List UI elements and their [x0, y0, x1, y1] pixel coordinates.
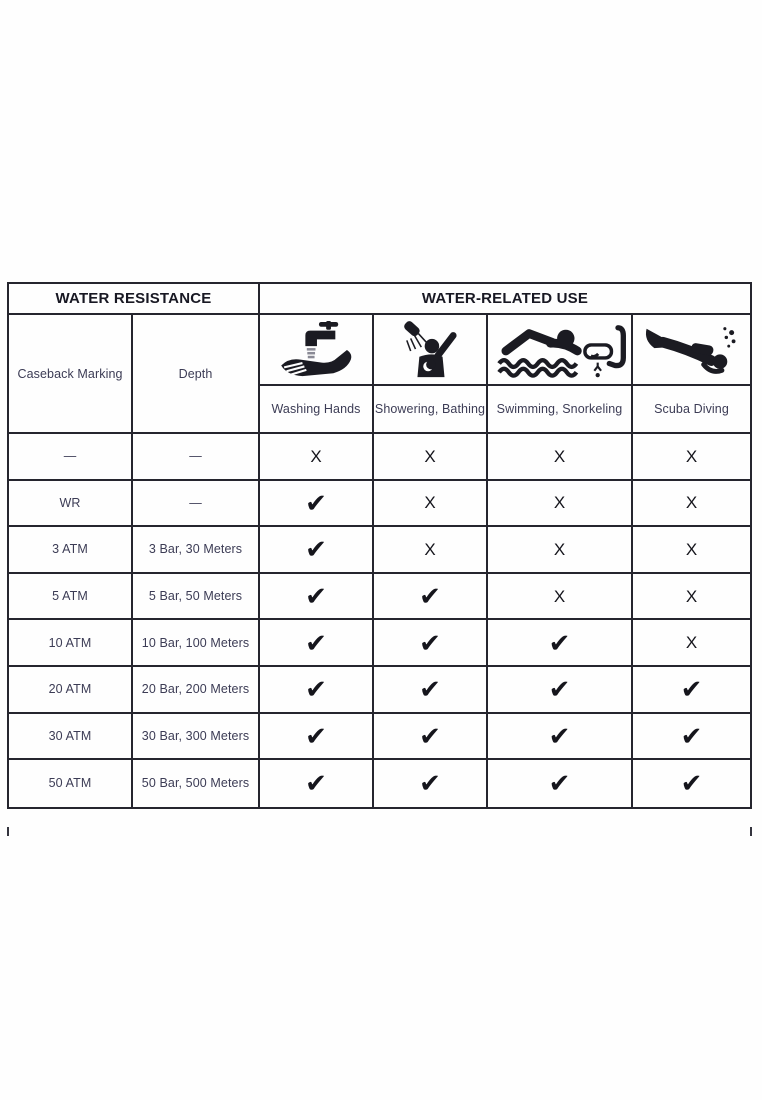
water-resistance-header-cell — [9, 284, 260, 315]
washing-hands-icon — [260, 315, 372, 384]
usage-mark: ✔ — [680, 674, 703, 705]
depth-value: 3 Bar, 30 Meters — [148, 542, 243, 557]
usage-cell — [260, 667, 374, 714]
usage-mark: X — [553, 586, 566, 606]
washing-hands-label-cell — [260, 386, 374, 434]
swimming-snorkeling-icon-cell — [488, 315, 633, 386]
usage-cell — [374, 714, 488, 761]
usage-mark: X — [685, 446, 698, 466]
usage-cell — [633, 527, 750, 574]
marking-cell — [9, 434, 133, 481]
depth-value: 5 Bar, 50 Meters — [148, 589, 243, 604]
usage-cell — [374, 481, 488, 528]
usage-cell — [374, 574, 488, 621]
usage-mark: ✔ — [680, 768, 703, 799]
showering-icon — [374, 315, 486, 384]
usage-mark: ✔ — [680, 720, 703, 751]
showering-label: Showering, Bathing — [374, 402, 486, 416]
depth-cell — [133, 527, 260, 574]
marking-value: 5 ATM — [52, 589, 88, 604]
usage-cell — [260, 527, 374, 574]
depth-header-cell — [133, 315, 260, 434]
swimming-snorkeling-icon — [488, 315, 631, 384]
usage-mark: ✔ — [419, 768, 441, 799]
usage-mark: ✔ — [548, 627, 571, 658]
depth-cell — [133, 434, 260, 481]
usage-mark: X — [424, 446, 436, 466]
usage-cell — [633, 667, 750, 714]
usage-cell — [633, 481, 750, 528]
usage-mark: X — [310, 446, 322, 466]
usage-mark: ✔ — [305, 768, 327, 799]
scuba-diving-icon — [633, 315, 750, 384]
usage-cell — [260, 481, 374, 528]
usage-mark: ✔ — [419, 674, 441, 705]
depth-value: 20 Bar, 200 Meters — [141, 682, 250, 697]
usage-cell — [374, 434, 488, 481]
usage-mark: ✔ — [305, 534, 327, 565]
usage-cell — [374, 527, 488, 574]
washing-hands-icon-cell — [260, 315, 374, 386]
usage-mark: ✔ — [548, 674, 571, 705]
depth-cell — [133, 620, 260, 667]
usage-mark: X — [424, 493, 436, 513]
usage-mark: ✔ — [305, 627, 327, 658]
usage-mark: X — [553, 446, 566, 466]
usage-cell — [260, 574, 374, 621]
marking-value: — — [63, 449, 77, 464]
scuba-label: Scuba Diving — [654, 402, 729, 416]
marking-cell — [9, 760, 133, 807]
swimming-label-cell — [488, 386, 633, 434]
depth-cell — [133, 714, 260, 761]
usage-cell — [488, 667, 633, 714]
usage-cell — [260, 434, 374, 481]
caseback-marking-header-cell — [9, 315, 133, 434]
usage-mark: X — [685, 493, 698, 513]
washing-hands-label: Washing Hands — [271, 402, 361, 416]
marking-value: 3 ATM — [52, 542, 88, 557]
marking-cell — [9, 574, 133, 621]
usage-cell — [633, 714, 750, 761]
usage-cell — [488, 760, 633, 807]
table-cut-edge-right — [750, 827, 752, 836]
marking-value: WR — [59, 495, 81, 510]
usage-cell — [633, 574, 750, 621]
depth-cell — [133, 760, 260, 807]
usage-cell — [260, 714, 374, 761]
depth-value: 50 Bar, 500 Meters — [141, 776, 250, 791]
usage-mark: ✔ — [419, 627, 441, 658]
depth-value: — — [189, 449, 202, 464]
depth-value: 30 Bar, 300 Meters — [141, 728, 250, 743]
usage-mark: ✔ — [305, 581, 327, 612]
depth-cell — [133, 574, 260, 621]
swimming-label: Swimming, Snorkeling — [496, 402, 623, 416]
usage-cell — [374, 620, 488, 667]
usage-cell — [488, 620, 633, 667]
table-cut-edge-left — [7, 827, 9, 836]
marking-value: 20 ATM — [48, 682, 92, 697]
marking-cell — [9, 714, 133, 761]
usage-mark: ✔ — [305, 720, 327, 751]
depth-cell — [133, 667, 260, 714]
usage-mark: X — [424, 539, 436, 559]
marking-value: 50 ATM — [48, 776, 92, 791]
water-resistance-table — [7, 282, 752, 809]
usage-mark: X — [685, 539, 698, 559]
usage-cell — [633, 434, 750, 481]
depth-value: — — [189, 495, 202, 510]
water-related-use-header-cell — [260, 284, 750, 315]
showering-icon-cell — [374, 315, 488, 386]
usage-cell — [260, 760, 374, 807]
scuba-diving-icon-cell — [633, 315, 750, 386]
usage-mark: ✔ — [305, 674, 327, 705]
caseback-marking-label: Caseback Marking — [17, 366, 123, 381]
usage-mark: X — [685, 633, 698, 653]
water-resistance-title: WATER RESISTANCE — [55, 290, 212, 307]
usage-mark: ✔ — [548, 720, 571, 751]
depth-value: 10 Bar, 100 Meters — [141, 635, 250, 650]
scuba-label-cell — [633, 386, 750, 434]
marking-value: 30 ATM — [48, 728, 92, 743]
depth-cell — [133, 481, 260, 528]
usage-mark: X — [685, 586, 698, 606]
water-related-use-title: WATER-RELATED USE — [421, 290, 589, 307]
marking-cell — [9, 620, 133, 667]
usage-cell — [260, 620, 374, 667]
usage-mark: ✔ — [305, 487, 327, 518]
usage-cell — [488, 574, 633, 621]
marking-cell — [9, 667, 133, 714]
usage-mark: ✔ — [548, 768, 571, 799]
usage-cell — [374, 667, 488, 714]
usage-mark: ✔ — [419, 720, 441, 751]
usage-cell — [488, 481, 633, 528]
usage-cell — [488, 434, 633, 481]
usage-mark: ✔ — [419, 581, 441, 612]
usage-cell — [374, 760, 488, 807]
marking-cell — [9, 527, 133, 574]
depth-label: Depth — [178, 366, 213, 381]
usage-cell — [488, 527, 633, 574]
marking-value: 10 ATM — [48, 635, 92, 650]
usage-cell — [488, 714, 633, 761]
marking-cell — [9, 481, 133, 528]
usage-cell — [633, 760, 750, 807]
usage-cell — [633, 620, 750, 667]
usage-mark: X — [553, 539, 566, 559]
usage-mark: X — [553, 493, 566, 513]
showering-label-cell — [374, 386, 488, 434]
